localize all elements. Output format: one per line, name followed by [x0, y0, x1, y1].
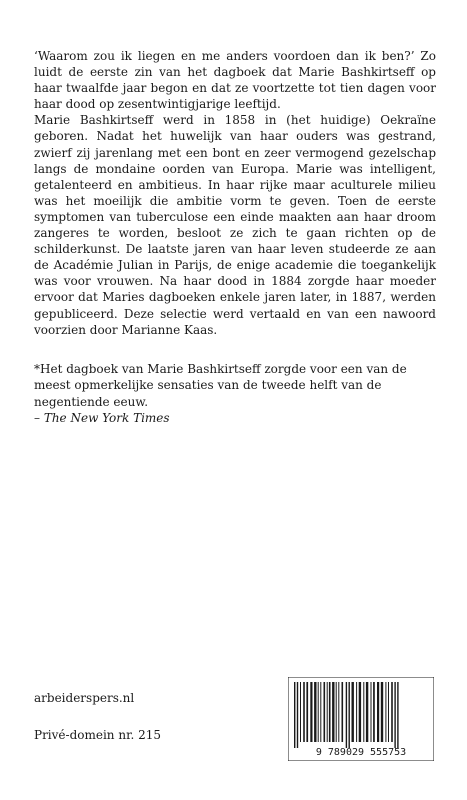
quote-source: – The New York Times — [34, 411, 170, 426]
series-number: Privé-domein nr. 215 — [34, 728, 162, 742]
publisher-url: arbeiderspers.nl — [34, 691, 135, 705]
biography-paragraph: Marie Bashkirtseff werd in 1858 in (het huidige) Oekraïne geboren. Nadat het huwelijk van haar ouders was gestrand, zwierf zij jarenlang met een bont en zeer vermogend gezelschap langs de mondaine oorden van Europa. Marie was intelligent, getalenteerd en ambitieus. In haar rijke maar aculturele milieu was het moeilijk die ambitie vorm te geven. Toen de eerste symptomen van tuberculose een einde maakten aan haar droom zangeres te worden, besloot ze zich te gaan richten op de schilderkunst. De laatste jaren van haar leven studeerde ze aan de Académie Julian in Parijs, de enige academie die toegankelijk was voor vrouwen. Na haar dood in 1884 zorgde haar moeder ervoor dat Maries dagboeken enkele jaren later, in 1887, werden gepubliceerd. Deze selectie werd vertaald en van een nawoord voorzien door Marianne Kaas. — [34, 113, 436, 337]
isbn-barcode — [288, 677, 434, 761]
quote-text: *Het dagboek van Marie Bashkirtseff zorgde voor een van de meest opmerkelijke sensaties van de tweede helft van de negentiende eeuw. — [34, 362, 407, 409]
barcode-graphic — [288, 677, 434, 761]
back-cover-description — [34, 48, 436, 338]
intro-paragraph: ‘Waarom zou ik liegen en me anders voordoen dan ik ben?’ Zo luidt de eerste zin van het dagboek dat Marie Bashkirtseff op haar twaalfde jaar begon en dat ze voortzette tot tien dagen voor haar dood op zesentwintigjarige leeftijd. — [34, 49, 436, 112]
barcode-number: 9 789029 555753 — [315, 747, 407, 758]
review-quote — [34, 361, 440, 427]
